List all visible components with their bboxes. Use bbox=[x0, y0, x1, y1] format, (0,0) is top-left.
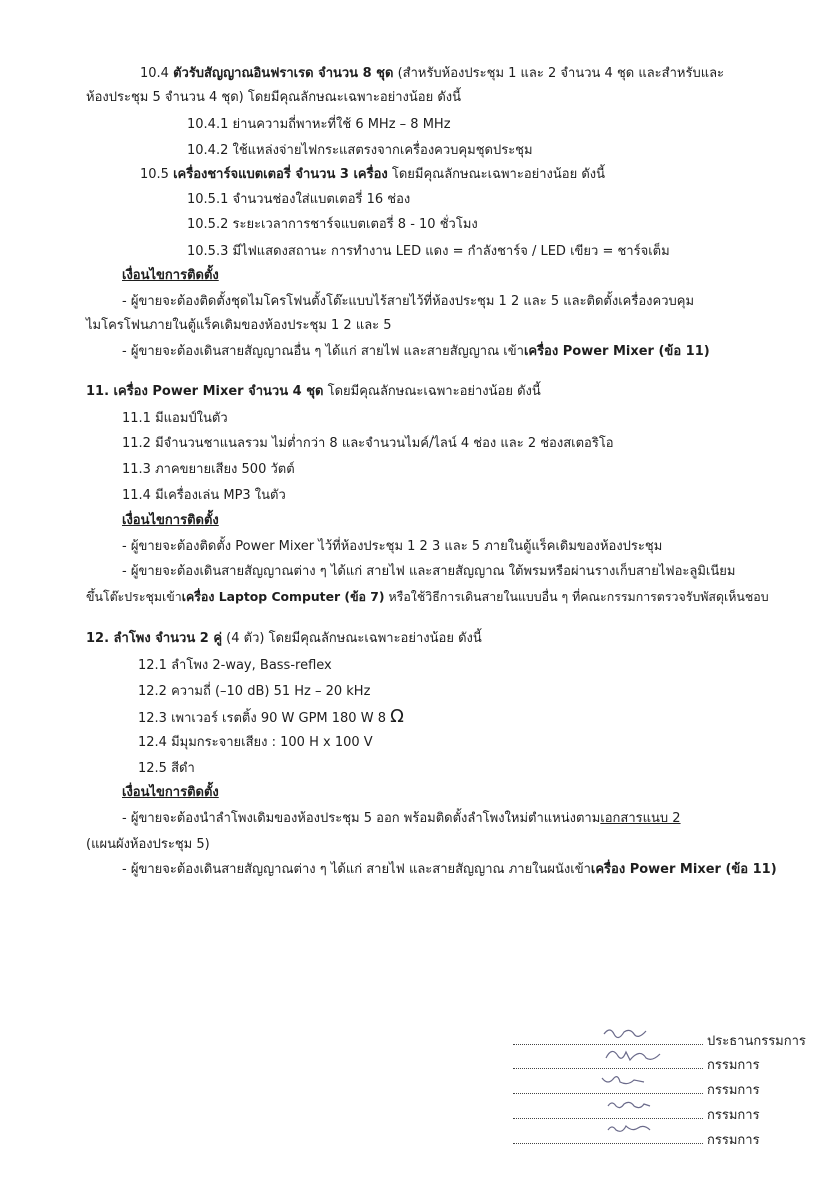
item-text: (สำหรับห้องประชุม 1 และ 2 จำนวน 4 ชุด และสำหรับและ bbox=[393, 66, 725, 81]
condition-11-2-cont: ขึ้นโต๊ะประชุมเข้าเครื่อง Laptop Computer (ข้อ 7) หรือใช้วิธีการเดินสายในแบบอื่น ๆ ที่คณะกรรมการตรวจรับพัสดุเห็นชอบ bbox=[86, 589, 769, 604]
item-12-3: 12.3 เพาเวอร์ เรตติ้ง 90 W GPM 180 W 8 Ω bbox=[138, 706, 404, 727]
handwritten-signature bbox=[600, 1024, 650, 1040]
item-11-3: 11.3 ภาคขยายเสียง 500 วัตต์ bbox=[122, 462, 295, 477]
signature-row: กรรมการ bbox=[513, 1108, 760, 1124]
item-10-5-2: 10.5.2 ระยะเวลาการชาร์จแบตเตอรี่ 8 - 10 ชั่วโมง bbox=[187, 217, 478, 232]
condition-10-1-cont: ไมโครโฟนภายในตู้แร็คเดิมของห้องประชุม 1 2 และ 5 bbox=[86, 318, 392, 333]
condition-12-1-cont: (แผนผังห้องประชุม 5) bbox=[86, 837, 210, 852]
condition-10-1: - ผู้ขายจะต้องติดตั้งชุดไมโครโฟนตั้งโต๊ะแบบไร้สายไว้ที่ห้องประชุม 1 2 และ 5 และติดตั้งเครื่องควบคุม bbox=[122, 294, 695, 309]
item-12-4: 12.4 มีมุมกระจายเสียง : 100 H x 100 V bbox=[138, 735, 373, 750]
item-number: 10.4 bbox=[140, 66, 174, 81]
item-10-5-3: 10.5.3 มีไฟแสดงสถานะ การทำงาน LED แดง = กำลังชาร์จ / LED เขียว = ชาร์จเต็ม bbox=[187, 244, 670, 259]
item-10-4-heading bbox=[140, 65, 724, 83]
signature-row: ประธานกรรมการ bbox=[513, 1034, 806, 1050]
handwritten-signature bbox=[600, 1044, 664, 1066]
item-12-2: 12.2 ความถี่ (–10 dB) 51 Hz – 20 kHz bbox=[138, 684, 371, 699]
condition-10-2: - ผู้ขายจะต้องเดินสายสัญญาณอื่น ๆ ได้แก่ สายไฟ และสายสัญญาณ เข้าเครื่อง Power Mixer (ข้อ 11) bbox=[122, 344, 710, 359]
signature-row: กรรมการ bbox=[513, 1083, 760, 1099]
item-12-heading: 12. ลำโพง จำนวน 2 คู่ (4 ตัว) โดยมีคุณลักษณะเฉพาะอย่างน้อย ดังนี้ bbox=[86, 631, 482, 646]
item-11-heading: 11. เครื่อง Power Mixer จำนวน 4 ชุด โดยมีคุณลักษณะเฉพาะอย่างน้อย ดังนี้ bbox=[86, 384, 541, 399]
item-12-1: 12.1 ลำโพง 2-way, Bass-reflex bbox=[138, 658, 332, 673]
condition-12-1: - ผู้ขายจะต้องนำลำโพงเดิมของห้องประชุม 5 ออก พร้อมติดตั้งลำโพงใหม่ตำแหน่งตามเอกสารแนบ 2 bbox=[122, 811, 681, 826]
item-10-4-1: 10.4.1 ย่านความถี่พาหะที่ใช้ 6 MHz – 8 MHz bbox=[187, 117, 451, 132]
handwritten-signature bbox=[604, 1096, 654, 1112]
item-10-4-2: 10.4.2 ใช้แหล่งจ่ายไฟกระแสตรงจากเครื่องควบคุมชุดประชุม bbox=[187, 143, 533, 158]
condition-heading: เงื่อนไขการติดตั้ง bbox=[122, 513, 219, 528]
item-number: 10.5 bbox=[140, 167, 174, 182]
condition-heading: เงื่อนไขการติดตั้ง bbox=[122, 268, 219, 283]
condition-11-1: - ผู้ขายจะต้องติดตั้ง Power Mixer ไว้ที่ห้องประชุม 1 2 3 และ 5 ภายในตู้แร็คเดิมของห้องประชุม bbox=[122, 539, 663, 554]
item-10-5-1: 10.5.1 จำนวนช่องใส่แบตเตอรี่ 16 ช่อง bbox=[187, 192, 411, 207]
condition-11-2: - ผู้ขายจะต้องเดินสายสัญญาณต่าง ๆ ได้แก่ สายไฟ และสายสัญญาณ ใต้พรมหรือผ่านรางเก็บสายไฟอะลูมิเนียม bbox=[122, 564, 736, 579]
handwritten-signature bbox=[604, 1120, 654, 1136]
condition-heading: เงื่อนไขการติดตั้ง bbox=[122, 785, 219, 800]
item-text: โดยมีคุณลักษณะเฉพาะอย่างน้อย ดังนี้ bbox=[387, 167, 606, 182]
item-11-4: 11.4 มีเครื่องเล่น MP3 ในตัว bbox=[122, 488, 286, 503]
item-11-1: 11.1 มีแอมป์ในตัว bbox=[122, 411, 228, 426]
item-10-4-cont: ห้องประชุม 5 จำนวน 4 ชุด) โดยมีคุณลักษณะเฉพาะอย่างน้อย ดังนี้ bbox=[86, 90, 462, 105]
signature-row: กรรมการ bbox=[513, 1058, 760, 1074]
item-11-2: 11.2 มีจำนวนชาแนลรวม ไม่ต่ำกว่า 8 และจำนวนไมค์/ไลน์ 4 ช่อง และ 2 ช่องสเตอริโอ bbox=[122, 436, 614, 451]
item-title: เครื่องชาร์จแบตเตอรี่ จำนวน 3 เครื่อง bbox=[173, 167, 388, 182]
handwritten-signature bbox=[598, 1072, 648, 1088]
item-title: ตัวรับสัญญาณอินฟราเรด จำนวน 8 ชุด bbox=[173, 66, 394, 81]
condition-12-2: - ผู้ขายจะต้องเดินสายสัญญาณต่าง ๆ ได้แก่ สายไฟ และสายสัญญาณ ภายในผนังเข้าเครื่อง Power Mixer (ข้อ 11) bbox=[122, 862, 777, 877]
item-12-5: 12.5 สีดำ bbox=[138, 761, 195, 776]
signature-row: กรรมการ bbox=[513, 1133, 760, 1149]
item-10-5-heading bbox=[140, 166, 605, 184]
